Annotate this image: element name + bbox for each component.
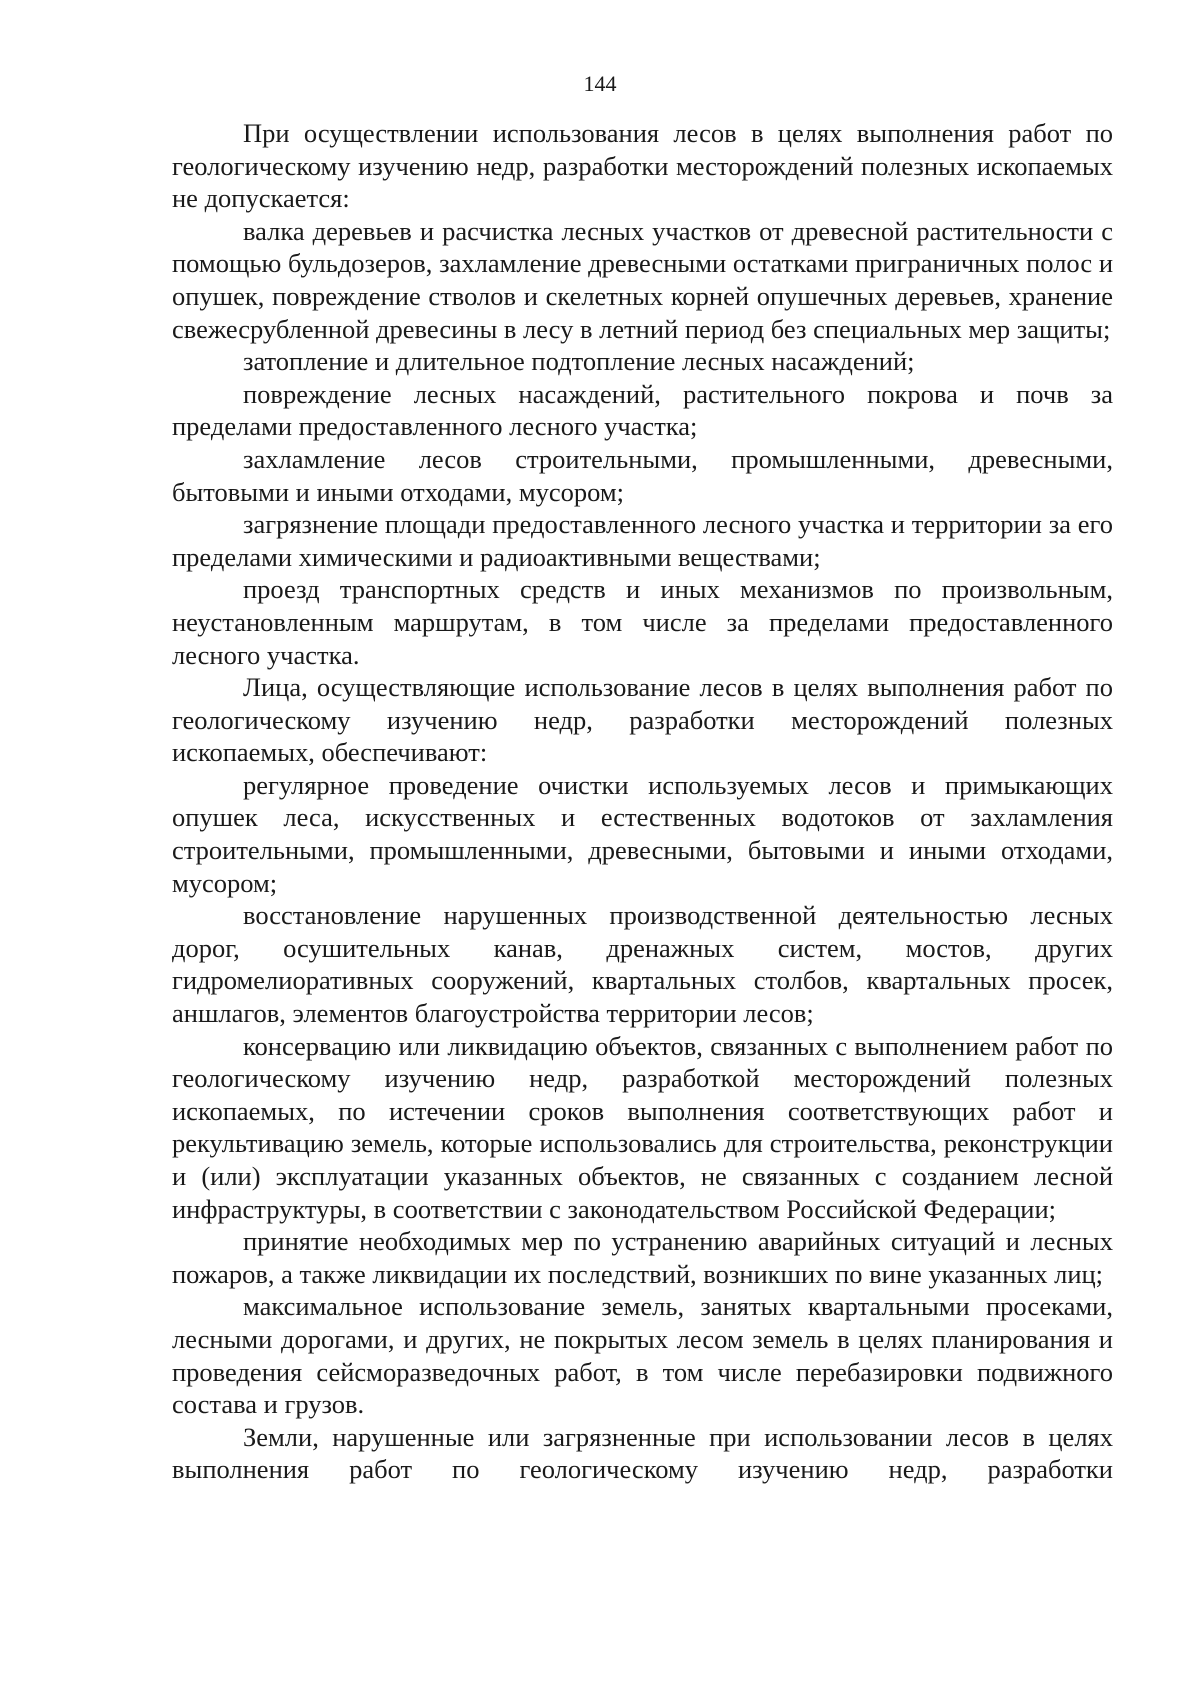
paragraph-2: валка деревьев и расчистка лесных участков от древесной растительности с помощью бульдозеров, захламление древесными остатками приграничных полос и опушек, повреждение стволов и скелетных корней опушечных деревьев, хранение свежесрубленной древесины в лесу в летний период без специальных мер защиты; — [172, 215, 1113, 344]
paragraph-6: загрязнение площади предоставленного лесного участка и территории за его пределами химическими и радиоактивными веществами; — [172, 509, 1113, 572]
paragraph-3: затопление и длительное подтопление лесных насаждений; — [243, 346, 915, 377]
paragraph-12: принятие необходимых мер по устранению аварийных ситуаций и лесных пожаров, а также ликвидации их последствий, возникших по вине указанных лиц; — [172, 1226, 1113, 1289]
document-body — [172, 117, 1113, 1486]
paragraph-9: регулярное проведение очистки используемых лесов и примыкающих опушек леса, искусственных и естественных водотоков от захламления строительными, промышленными, древесными, бытовыми и иными отходами, мусором; — [172, 769, 1113, 898]
paragraph-8: Лица, осуществляющие использование лесов в целях выполнения работ по геологическому изучению недр, разработки месторождений полезных ископаемых, обеспечивают: — [172, 672, 1113, 768]
paragraph-4: повреждение лесных насаждений, растительного покрова и почв за пределами предоставленного лесного участка; — [172, 378, 1113, 442]
paragraph-14: Земли, нарушенные или загрязненные при использовании лесов в целях выполнения работ по геологическому изучению недр, разработки — [172, 1421, 1113, 1485]
paragraph-10: восстановление нарушенных производственной деятельностью лесных дорог, осушительных канав, дренажных систем, мостов, других гидромелиоративных сооружений, квартальных столбов, квартальных просек, аншлагов, элементов благоустройства территории лесов; — [172, 900, 1113, 1029]
page-number: 144 — [583, 71, 617, 96]
paragraph-7: проезд транспортных средств и иных механизмов по произвольным, неустановленным маршрутам, в том числе за пределами предоставленного лесного участка. — [172, 574, 1113, 670]
paragraph-5: захламление лесов строительными, промышленными, древесными, бытовыми и иными отходами, мусором; — [172, 443, 1113, 507]
paragraph-1: При осуществлении использования лесов в целях выполнения работ по геологическому изучению недр, разработки месторождений полезных ископаемых не допускается: — [172, 118, 1113, 214]
paragraph-11: консервацию или ликвидацию объектов, связанных с выполнением работ по геологическому изучению недр, разработкой месторождений полезных ископаемых, по истечении сроков выполнения соответствующих работ и рекультивацию земель, которые использовались для строительства, реконструкции и (или) эксплуатации указанных объектов, не связанных с созданием лесной инфраструктуры, в соответствии с законодательством Российской Федерации; — [172, 1030, 1113, 1224]
paragraph-13: максимальное использование земель, занятых квартальными просеками, лесными дорогами, и других, не покрытых лесом земель в целях планирования и проведения сейсморазведочных работ, в том числе перебазировки подвижного состава и грузов. — [172, 1291, 1113, 1420]
